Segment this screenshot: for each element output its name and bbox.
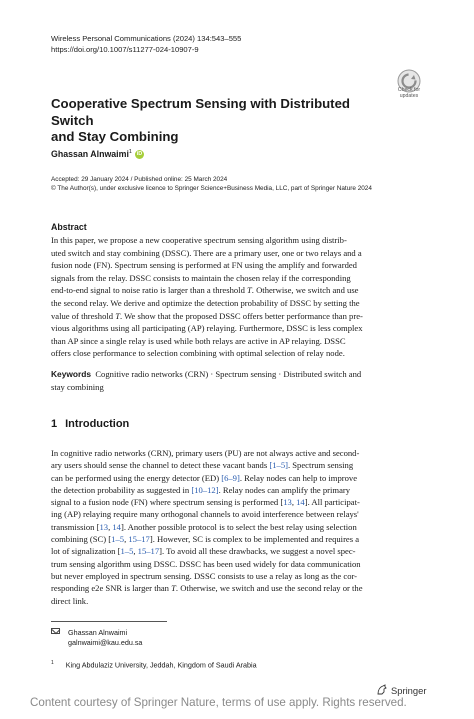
keywords [51, 368, 424, 393]
intro-line: but never employed in spectrum sensing. DSSC consists to use a relay as long as the cor- [51, 570, 358, 581]
citation-link[interactable]: [1–5] [269, 460, 288, 471]
mail-icon [51, 628, 60, 634]
abstract-line: signals from the relay. DSSC consists to maintain the chosen relay if the corresponding [51, 272, 351, 283]
title-line-2: and Stay Combining [51, 129, 179, 144]
springer-logo [376, 684, 426, 696]
contact-email[interactable]: galnwaimi@kau.edu.sa [68, 638, 143, 647]
abstract-line: the second relay. We derive and optimize the detection probability of DSSC by setting the [51, 297, 360, 308]
corresponding-author [68, 628, 142, 648]
author-name[interactable]: Ghassan Alnwaimi$^1$ [51, 149, 132, 159]
affiliation [51, 658, 257, 670]
dates-line: Accepted: 29 January 2024 / Published online: 25 March 2024 [51, 176, 228, 183]
intro-line: responding e2e SNR is larger than T. Otherwise, we switch and use the second relay or the [51, 583, 363, 594]
publication-dates [51, 175, 431, 193]
intro-line: trum sensing algorithm using DSSC. DSSC has been used widely for data communication [51, 558, 361, 569]
abstract-line: offers close performance to selection combining with optimal selection of relay node. [51, 348, 345, 359]
footnote-divider [51, 621, 167, 622]
abstract-heading: Abstract [51, 222, 87, 232]
author-line [51, 149, 144, 159]
section-heading [51, 418, 129, 430]
citation-link[interactable]: 14 [296, 497, 305, 508]
citation-link[interactable]: 1–5 [120, 546, 134, 557]
section-number: 1 [51, 418, 58, 430]
abstract-line: than AP since a single relay is used while both relays are active in AP relaying. DSSC [51, 335, 346, 346]
intro-line: combining (SC) [1–5, 15–17]. However, SC is complex to be implemented and requires a [51, 534, 360, 545]
introduction-text [51, 447, 424, 607]
abstract-line: In this paper, we propose a new cooperative spectrum sensing algorithm using distrib- [51, 235, 347, 245]
citation-link[interactable]: [10–12] [191, 484, 219, 495]
doi-link[interactable]: https://doi.org/10.1007/s11277-024-10907-9 [51, 44, 199, 54]
check-for-updates-label[interactable] [388, 87, 430, 99]
affiliation-text: King Abdulaziz University, Jeddah, Kingdom of Saudi Arabia [65, 660, 257, 670]
badge-line-2: updates [399, 93, 419, 99]
citation-link[interactable]: 15–17 [128, 534, 150, 545]
intro-line: In cognitive radio networks (CRN), primary users (PU) are not always active and second- [51, 448, 360, 458]
citation-link[interactable]: [6–9] [221, 472, 240, 483]
paper-title [51, 96, 381, 146]
citation-link[interactable]: 14 [112, 521, 121, 532]
abstract-line: vious algorithms using all participating (AP) relaying. Furthermore, DSSC is less complex [51, 323, 363, 334]
abstract-line: fusion node (FN). Spectrum sensing is performed at FN using the amplify and forwarded [51, 260, 357, 271]
keywords-line: Keywords Cognitive radio networks (CRN) · Spectrum sensing · Distributed switch and [51, 369, 362, 379]
citation-link[interactable]: 13 [283, 497, 292, 508]
intro-line: ary users should sense the channel to detect these vacant bands [1–5]. Spectrum sensing [51, 460, 354, 471]
abstract-line: end-to-end signal to noise ratio is larger than a threshold T. Otherwise, we switch and use [51, 285, 359, 296]
courtesy-notice: Content courtesy of Springer Nature, terms of use apply. Rights reserved. [30, 696, 407, 709]
abstract-line: value of threshold T. We show that the proposed DSSC offers better performance than pre- [51, 310, 363, 321]
contact-name: Ghassan Alnwaimi [68, 628, 128, 637]
springer-horse-icon [376, 684, 388, 696]
citation-link[interactable]: 15–17 [137, 546, 160, 557]
orcid-icon[interactable]: iD [136, 151, 143, 157]
springer-wordmark: Springer [391, 684, 427, 696]
abstract-line: uted switch and stay combining (DSSC). There are a primary user, one or two relays and a [51, 247, 362, 258]
title-line-1: Cooperative Spectrum Sensing with Distributed Switch [51, 96, 350, 128]
journal-citation: Wireless Personal Communications (2024) 134:543–555 [51, 34, 242, 43]
badge-line-1: Check for [397, 87, 421, 93]
affiliation-sup: 1 [51, 660, 54, 666]
abstract-text [51, 234, 424, 360]
keywords-label: Keywords [51, 369, 92, 379]
section-title: Introduction [65, 418, 130, 430]
keywords-line: stay combining [51, 381, 104, 392]
copyright-line: © The Author(s), under exclusive licence to Springer Science+Business Media, LLC, part of Springer Nature 2024 [51, 185, 372, 192]
journal-header [51, 34, 241, 55]
citation-link[interactable]: 1–5 [111, 534, 125, 545]
intro-line: the detection probability as suggested in [10–12]. Relay nodes can amplify the primary [51, 484, 351, 495]
citation-link[interactable]: 13 [99, 521, 109, 532]
intro-line: can be performed using the energy detector (ED) [6–9]. Relay nodes can help to improve [51, 472, 358, 483]
intro-line: ing (AP) relaying require many orthogonal channels to avoid interference between relays' [51, 509, 359, 520]
intro-line: signal to a fusion node (FN) where spectrum sensing is performed [13, 14]. All participat- [51, 497, 360, 508]
intro-line: transmission [13, 14]. Another possible protocol is to select the best relay using selection [51, 521, 357, 532]
author-affil-sup: 1 [128, 149, 132, 156]
intro-line: lot of signalization [1–5, 15–17]. To avoid all these drawbacks, we suggest a novel spec- [51, 546, 356, 557]
intro-line: direct link. [51, 595, 89, 606]
